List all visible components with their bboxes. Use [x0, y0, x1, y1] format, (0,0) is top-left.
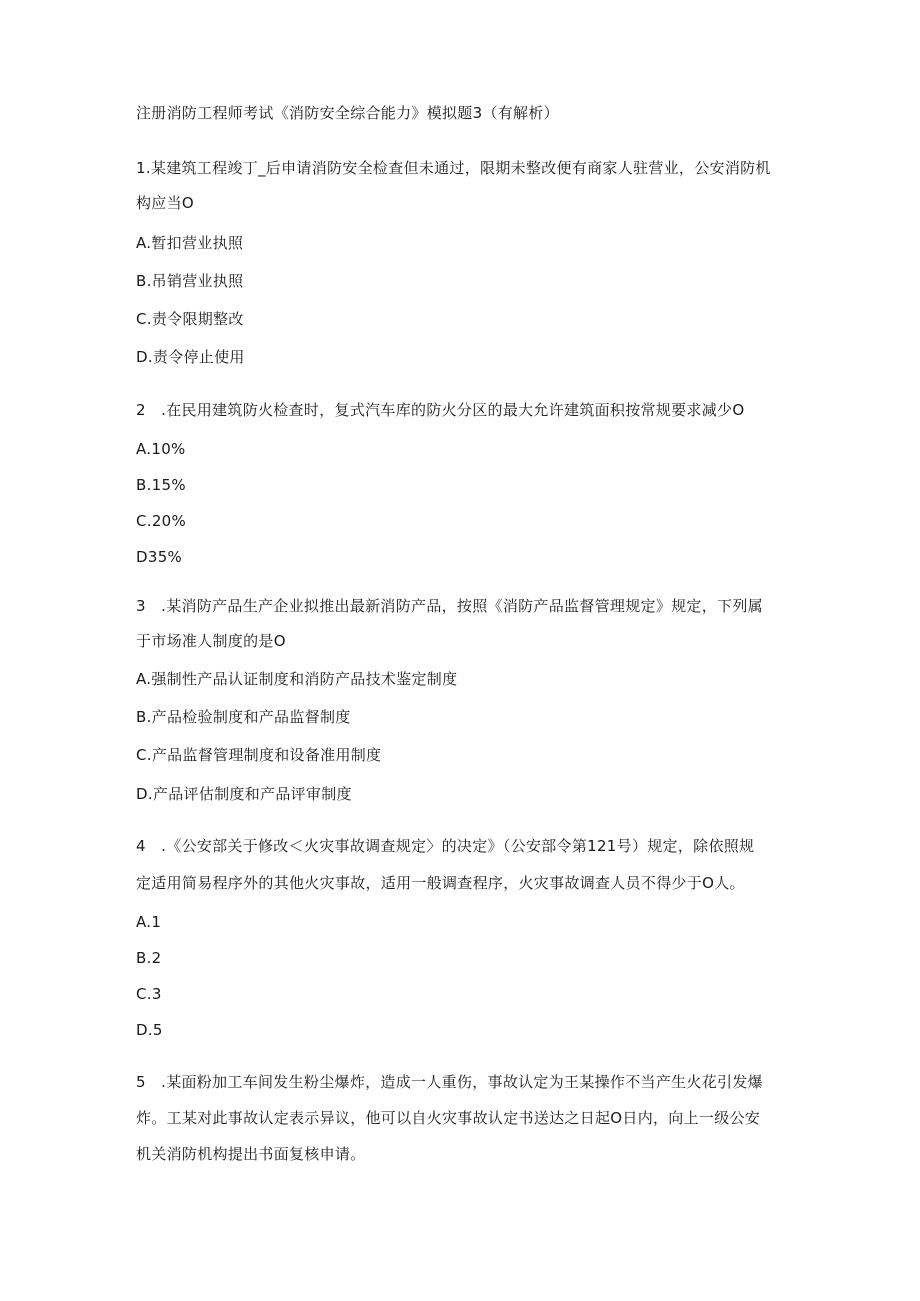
question-1-stem-line-1: 1.某建筑工程竣丁_后申请消防安全检查但未通过，限期未整改便有商家人驻营业，公安消防机: [136, 159, 771, 177]
document-title: 注册消防工程师考试《消防安全综合能力》模拟题3（有解析）: [136, 104, 559, 122]
question-1-option-c: C.责令限期整改: [136, 310, 244, 328]
question-4-option-b: B.2: [136, 949, 162, 967]
question-4-option-c: C.3: [136, 985, 162, 1003]
question-5-stem-line-3: 机关消防机构提出书面复核申请。: [136, 1145, 366, 1163]
question-3-stem-line-1: 3 .某消防产品生产企业拟推出最新消防产品，按照《消防产品监督管理规定》规定，下列属: [136, 597, 763, 615]
question-2-option-a: A.10%: [136, 440, 186, 458]
question-2-option-c: C.20%: [136, 512, 187, 530]
question-2-option-d: D35%: [136, 548, 183, 566]
question-4-stem-line-2: 定适用简易程序外的其他火灾事故，适用一般调查程序，火灾事故调查人员不得少于O人。: [136, 874, 745, 892]
question-3-stem-line-2: 于市场准人制度的是O: [136, 632, 286, 650]
question-2-stem-line-1: 2 .在民用建筑防火检查时，复式汽车库的防火分区的最大允许建筑面积按常规要求减少O: [136, 401, 745, 419]
question-2-option-b: B.15%: [136, 476, 186, 494]
question-4-option-a: A.1: [136, 913, 162, 931]
question-1-option-a: A.暂扣营业执照: [136, 234, 244, 252]
question-3-option-d: D.产品评估制度和产品评审制度: [136, 785, 352, 803]
question-1-stem-line-2: 构应当O: [136, 194, 195, 212]
question-5-stem-line-2: 炸。工某对此事故认定表示异议，他可以自火灾事故认定书送达之日起O日内，向上一级公安: [136, 1109, 761, 1127]
question-4-option-d: D.5: [136, 1021, 163, 1039]
question-3-option-b: B.产品检验制度和产品监督制度: [136, 708, 351, 726]
question-3-option-a: A.强制性产品认证制度和消防产品技术鉴定制度: [136, 670, 458, 688]
question-4-stem-line-1: 4 .《公安部关于修改＜火灾事故调查规定〉的决定》（公安部令第121号）规定，除依照规: [136, 837, 755, 855]
question-5-stem-line-1: 5 .某面粉加工车间发生粉尘爆炸，造成一人重伤，事故认定为王某操作不当产生火花引发爆: [136, 1073, 763, 1091]
question-1-option-b: B.吊销营业执照: [136, 272, 244, 290]
question-1-option-d: D.责令停止使用: [136, 348, 245, 366]
question-3-option-c: C.产品监督管理制度和设备准用制度: [136, 746, 382, 764]
